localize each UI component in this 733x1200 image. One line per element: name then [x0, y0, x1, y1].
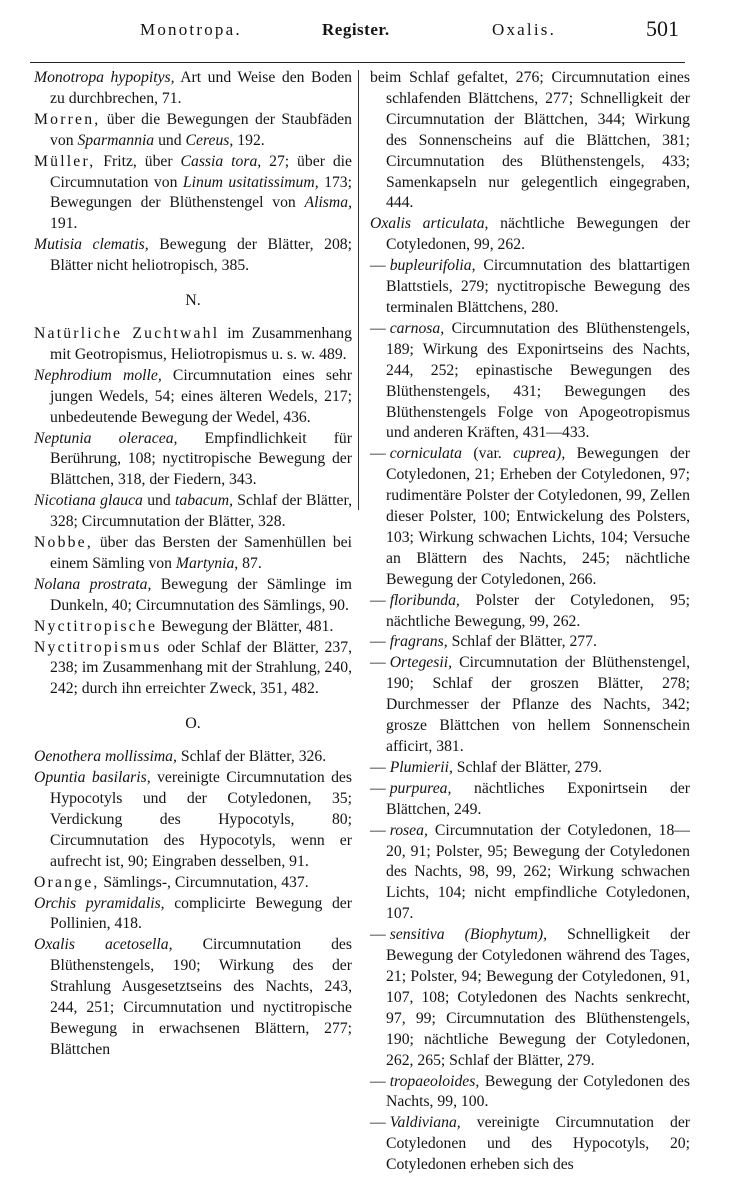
- header-center-title: Register.: [322, 20, 390, 39]
- index-entry-plumierii: — Plumierii, Schlaf der Blätter, 279.: [370, 758, 603, 776]
- index-entry-continuation: beim Schlaf gefaltet, 276; Circumnutation eines schlafenden Blättchens, 277; Schnelligkeit der Circumnutation der Blättchen, 344; Wirkung des Sonnenscheins auf die Blättchen, 381; Circumnutation des Blüthenstengels, 433; Samenkapseln nur gelegentlich eingegraben, 444.: [370, 69, 690, 212]
- index-entry-nephrodium: Nephrodium molle, Circumnutation eines sehr jungen Wedels, 54; eines älteren Wedels, 217; unbedeutende Bewegung der Wedel, 436.: [34, 366, 352, 426]
- index-entry-oenothera: Oenothera mollissima, Schlaf der Blätter, 326.: [34, 748, 327, 766]
- index-entry-mueller: Müller, Fritz, über Cassia tora, 27; über die Circumnutation von Linum usitatissimum, 173; Bewegungen der Blüthenstengel von Alisma, 191.: [34, 152, 352, 233]
- index-entry-oxalis-articulata: Oxalis articulata, nächtliche Bewegungen der Cotyledonen, 99, 262.: [370, 215, 690, 254]
- right-column: [370, 68, 690, 1176]
- index-entry-fragrans: — fragrans, Schlaf der Blätter, 277.: [370, 633, 597, 651]
- index-entry-monotropa: Monotropa hypopitys, Art und Weise den Boden zu durchbrechen, 71.: [34, 69, 352, 107]
- index-entry-nolana: Nolana prostrata, Bewegung der Sämlinge im Dunkeln, 40; Circumnutation des Sämlings, 90.: [34, 575, 352, 614]
- index-entry-nyctitropische: Nyctitropische Bewegung der Blätter, 481.: [34, 617, 334, 635]
- index-entry-oxalis-acetosella: Oxalis acetosella, Circumnutation des Blüthenstengels, 190; Wirkung des der Strahlung Ausgesetztseins des Nachts, 243, 244, 251; Circumnutation und nyctitropische Bewegung in erwachsenen Blättern, 277; Blättchen: [34, 936, 352, 1058]
- index-entry-orange: Orange, Sämlings-, Circumnutation, 437.: [34, 873, 309, 891]
- index-entry-ortegesii: — Ortegesii, Circumnutation der Blüthenstengel, 190; Schlaf der groszen Blätter, 278; Durchmesser der Pflanze des Nachts, 342; grosze Blättchen von hellem Sonnenschein afficirt, 381.: [370, 654, 690, 755]
- page-number: 501: [646, 16, 679, 41]
- index-entry-natuerliche-zuchtwahl: Natürliche Zuchtwahl im Zusammenhang mit Geotropismus, Heliotropismus u. s. w. 489.: [34, 324, 352, 363]
- index-entry-morren: Morren, über die Bewegungen der Staubfäden von Sparmannia und Cereus, 192.: [34, 110, 352, 149]
- index-entry-opuntia: Opuntia basilaris, vereinigte Circumnutation des Hypocotyls und der Cotyledonen, 35; Verdickung des Hypocotyls, 80; Circumnutation des Hypocotyls, wenn er aufrecht ist, 90; Eingraben desselben, 91.: [34, 769, 352, 870]
- header-rule: [30, 62, 685, 63]
- header-left-word: Monotropa.: [140, 20, 242, 39]
- index-entry-orchis: Orchis pyramidalis, complicirte Bewegung der Pollinien, 418.: [34, 894, 352, 933]
- index-entry-tropaeoloides: — tropaeoloides, Bewegung der Cotyledonen des Nachts, 99, 100.: [370, 1072, 690, 1111]
- section-heading-o: O.: [185, 715, 201, 733]
- index-entry-valdiviana: — Valdiviana, vereinigte Circumnutation der Cotyledonen und des Hypocotyls, 20; Cotyledonen erheben sich des: [370, 1114, 690, 1174]
- index-entry-nicotiana: Nicotiana glauca und tabacum, Schlaf der Blätter, 328; Circumnutation der Blätter, 328.: [34, 492, 353, 531]
- section-heading-n: N.: [185, 292, 201, 310]
- index-entry-bupleurifolia: — bupleurifolia, Circumnutation des blattartigen Blattstiels, 279; nyctitropische Bewegung des terminalen Blättchens, 280.: [370, 257, 690, 316]
- index-entry-rosea: — rosea, Circumnutation der Cotyledonen, 18—20, 91; Polster, 95; Bewegung der Cotyledonen des Nachts, 98, 99, 262; Wirkung schwachen Lichts, 104; nicht empfindliche Cotyledonen, 107.: [370, 821, 690, 923]
- index-entry-neptunia: Neptunia oleracea, Empfindlichkeit für Berührung, 108; nyctitropische Bewegung der Blättchen, 318, der Fiedern, 343.: [34, 429, 352, 489]
- index-entry-mutisia: Mutisia clematis, Bewegung der Blätter, 208; Blätter nicht heliotropisch, 385.: [34, 236, 353, 275]
- index-entry-purpurea: — purpurea, nächtliches Exponirtsein der Blättchen, 249.: [370, 779, 690, 818]
- index-entry-nobbe: Nobbe, über das Bersten der Samenhüllen bei einem Sämling von Martynia, 87.: [34, 534, 352, 572]
- running-header: [0, 0, 733, 60]
- index-entry-floribunda: — floribunda, Polster der Cotyledonen, 95; nächtliche Bewegung, 99, 262.: [370, 591, 690, 630]
- index-entry-sensitiva: — sensitiva (Biophytum), Schnelligkeit der Bewegung der Cotyledonen während des Tages, 21; Polster, 94; Bewegung der Cotyledonen, 91, 107, 108; Cotyledonen des Nachts senkrecht, 97, 99; Circumnutation des Blüthenstengels, 190; nächtliche Bewegung der Cotyledonen, 262, 265; Schlaf der Blätter, 279.: [370, 926, 690, 1069]
- index-entry-carnosa: — carnosa, Circumnutation des Blüthenstengels, 189; Wirkung des Exponirtseins des Nachts, 244, 252; epinastische Bewegungen des Blüthenstengels, 431; Bewegungen des Blüthenstengels Folge von Apogeotropismus und anderen Kräften, 431—433.: [370, 319, 690, 442]
- index-entry-corniculata: — corniculata (var. cuprea), Bewegungen der Cotyledonen, 21; Erheben der Cotyledonen, 97; rudimentäre Polster der Cotyledonen, 99, Zellen dieser Polster, 100; Entwickelung des Polsters, 103; Wirkung schwachen Lichts, 104; Versuche an Blättern des Nachts, 245; nächtliche Bewegung der Cotyledonen, 266.: [370, 445, 690, 588]
- column-divider: [358, 70, 359, 510]
- index-entry-nyctitropismus: Nyctitropismus oder Schlaf der Blätter, 237, 238; im Zusammenhang mit der Strahlung, 240, 242; durch ihn erreichter Zweck, 351, 482.: [34, 638, 352, 698]
- header-right-word: Oxalis.: [492, 20, 557, 39]
- left-column: [34, 68, 352, 1061]
